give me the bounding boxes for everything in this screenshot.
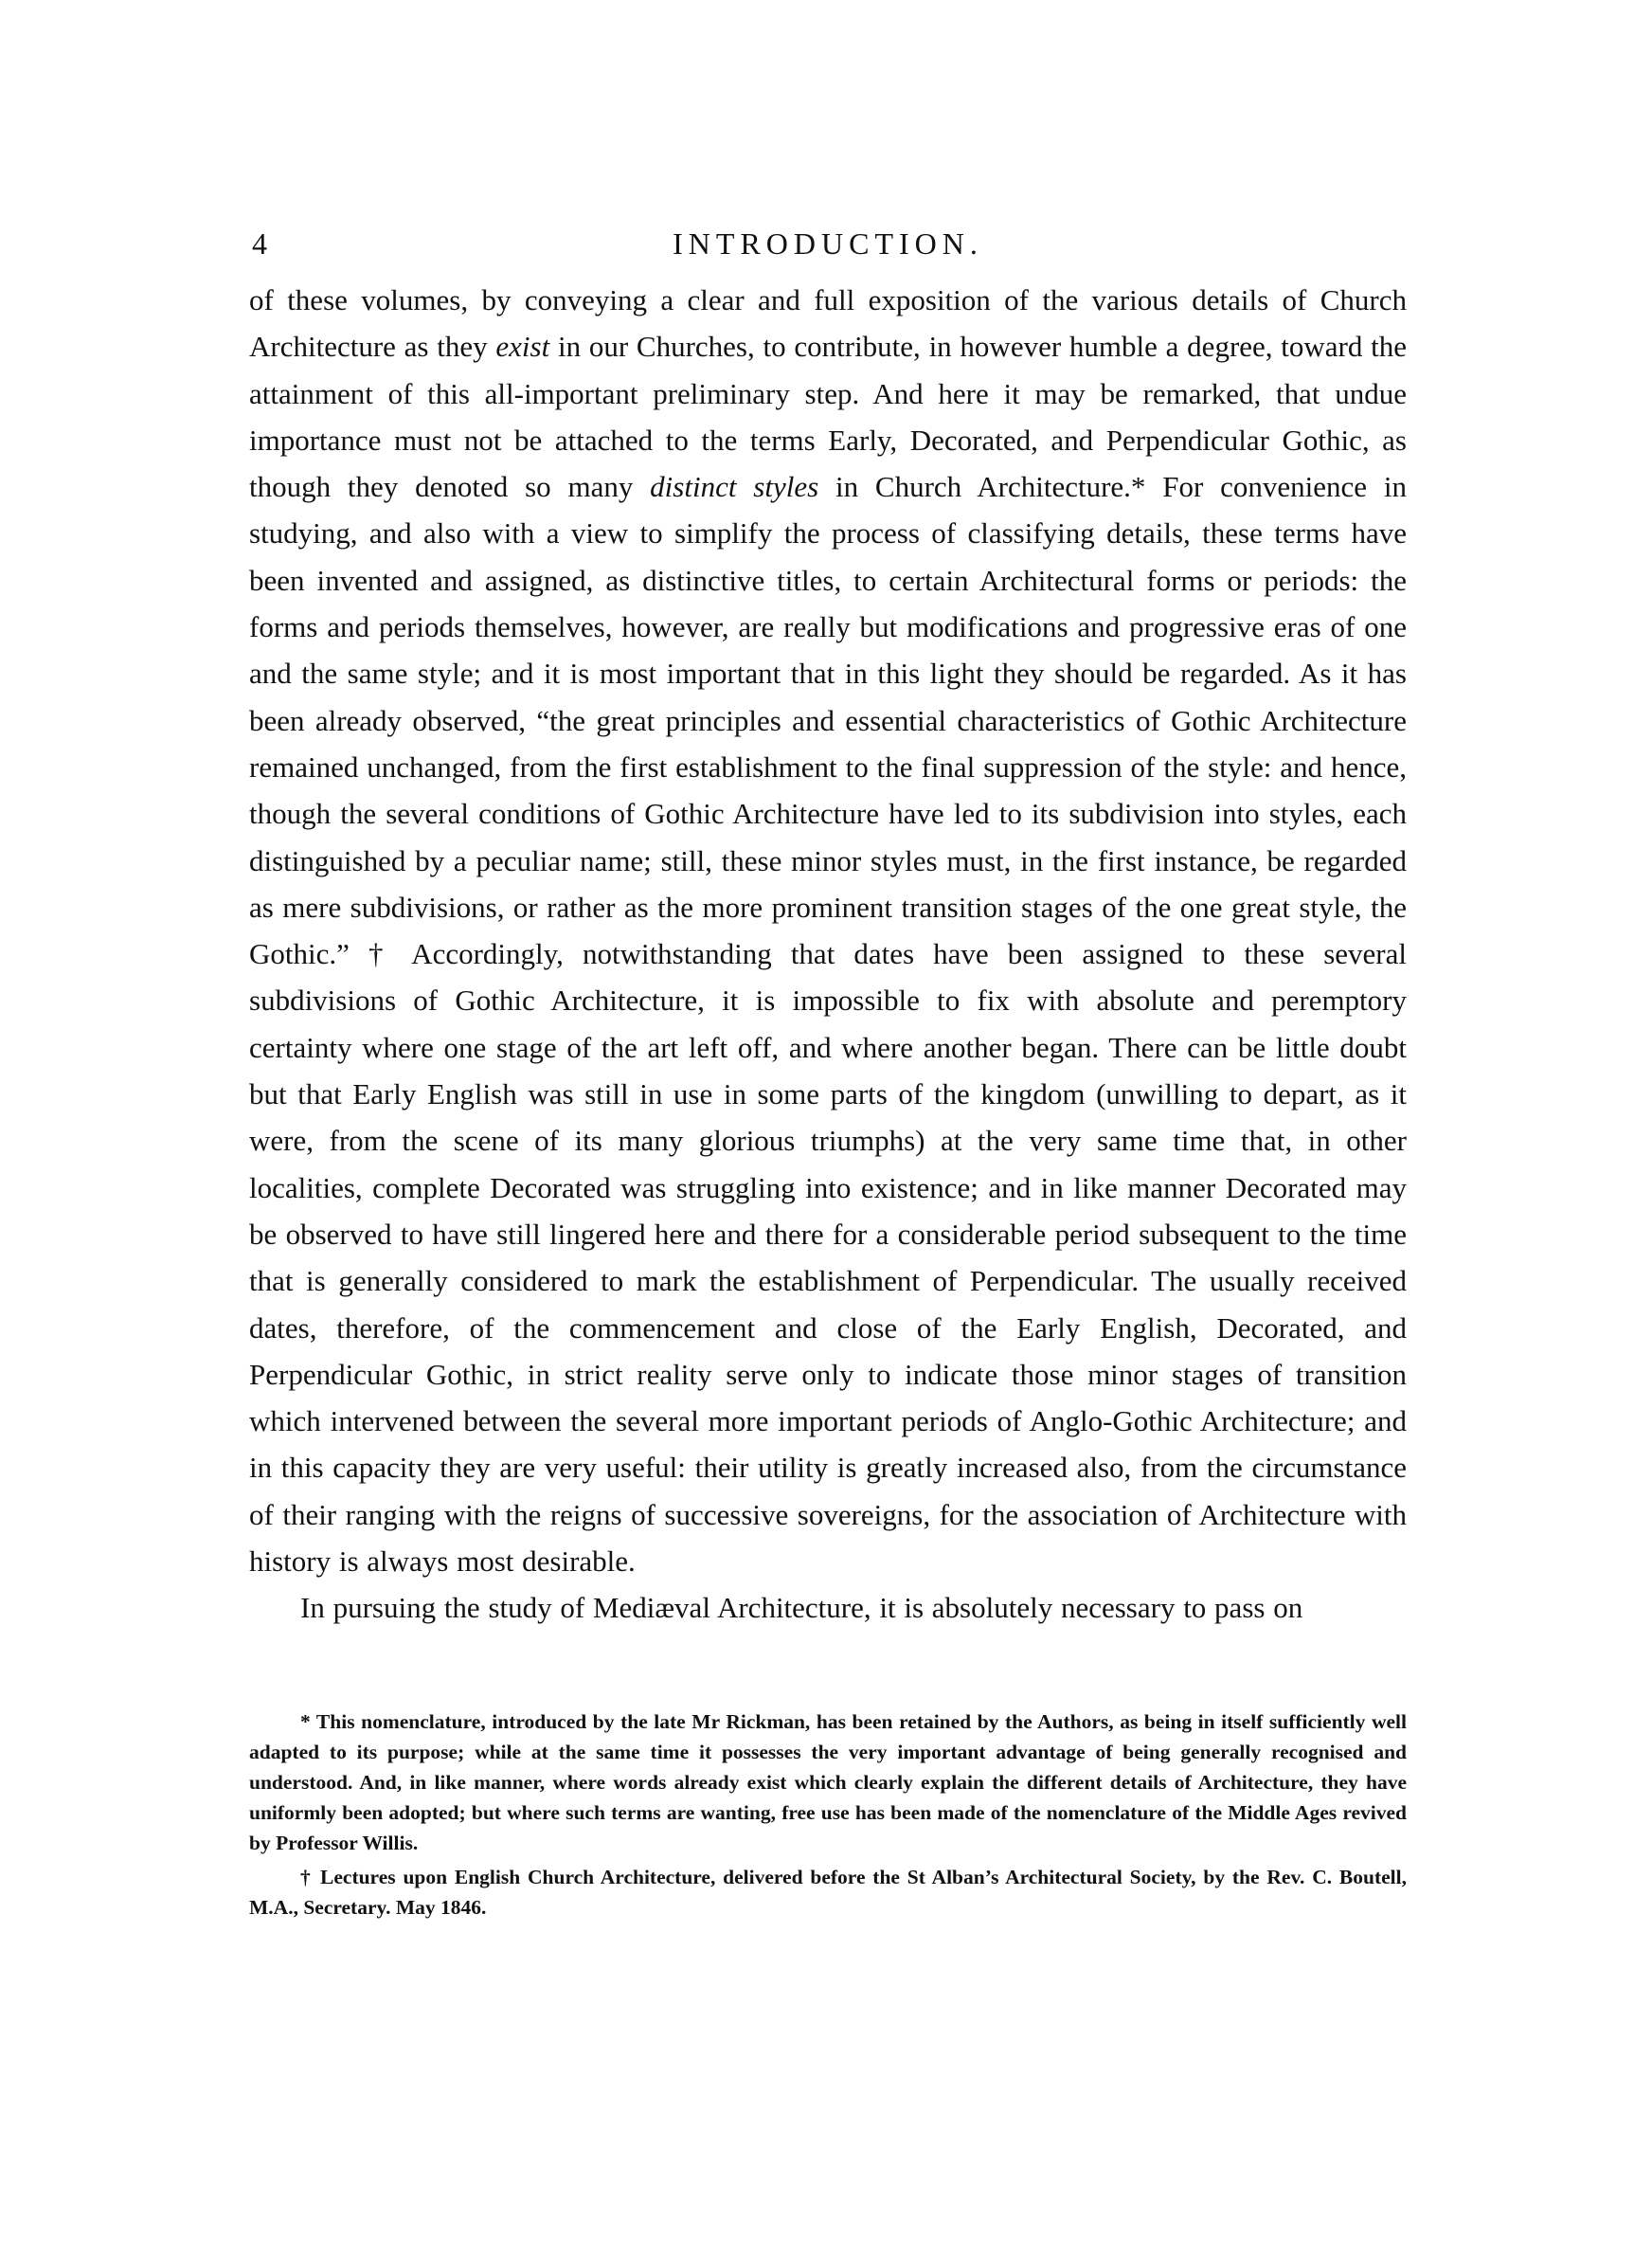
paragraph-text: of these volumes, by conveying a clear and full exposition of the various details of Church Architecture as they bbox=[249, 283, 1407, 364]
footnote-dagger: † Lectures upon English Church Architecture, delivered before the St Alban’s Architectural Society, by the Rev. C. Boutell, M.A., Secretary. May 1846. bbox=[249, 1866, 1407, 1919]
emphasis-text: distinct styles bbox=[650, 470, 819, 504]
paragraph-text: in Church Architecture.* For convenience in studying, and also with a view to simplify the process of classifying details, these terms have been invented and assigned, as distinctive titles, to certain Architectural forms or periods: the forms and periods themselves, however, are really but modifications and progressive eras of one and the same style; and it is most important that in this light they should be regarded. As it has been already observed, “the great principles and essential characteristics of Gothic Architecture remained unchanged, from the first establishment to the final suppression of the style: and hence, though the several conditions of Gothic Architecture have led to its subdivision into styles, each distinguished by a peculiar name; still, these minor styles must, in the first instance, be regarded as mere subdivisions, or rather as the more prominent transition stages of the one great style, the Gothic.” † Accordingly, notwithstanding that dates have been assigned to these several subdivisions of Gothic Architecture, it is impossible to fix with absolute and peremptory certainty where one stage of the art left off, and where another began. There can be little doubt but that Early English was still in use in some parts of the kingdom (unwilling to depart, as it were, from the scene of its many glorious triumphs) at the very same time that, in other localities, complete Decorated was struggling into existence; and in like manner Decorated may be observed to have still lingered here and there for a considerable period subsequent to the time that is generally considered to mark the establishment of Perpendicular. The usually received dates, therefore, of the commencement and close of the Early English, Decorated, and Perpendicular Gothic, in strict reality serve only to indicate those minor stages of transition which intervened between the several more important periods of Anglo-Gothic Architecture; and in this capacity they are very useful: their utility is greatly increased also, from the circumstance of their ranging with the reigns of successive sovereigns, for the association of Architecture with history is always most desirable. bbox=[249, 470, 1407, 1579]
paragraph-new: In pursuing the study of Mediæval Architecture, it is absolutely necessary to pass on bbox=[300, 1591, 1303, 1625]
running-title: INTRODUCTION. bbox=[673, 226, 983, 261]
footnote-asterisk: * This nomenclature, introduced by the late Mr Rickman, has been retained by the Authors, as being in itself sufficiently well adapted to its purpose; while at the same time it possesses the very important advantage of being generally recognised and understood. And, in like manner, where words already exist which clearly explain the different details of Architecture, they have uniformly been adopted; but where such terms are wanting, free use has been made of the nomenclature of the Middle Ages revived by Professor Willis. bbox=[249, 1710, 1407, 1854]
body-text bbox=[249, 277, 1407, 1632]
page-number: 4 bbox=[252, 226, 267, 261]
book-page bbox=[249, 0, 1407, 2257]
running-head bbox=[249, 220, 1407, 267]
paragraph-continued bbox=[249, 277, 1407, 1584]
paragraph-text: in our Churches, to contribute, in however humble a degree, toward the attainment of this all-important preliminary step. And here it may be remarked, that undue importance must not be attached to the terms Early, Decorated, and Perpendicular Gothic, as though they denoted so many bbox=[249, 330, 1408, 504]
footnotes bbox=[249, 1706, 1407, 1923]
emphasis-text: exist bbox=[495, 330, 550, 364]
